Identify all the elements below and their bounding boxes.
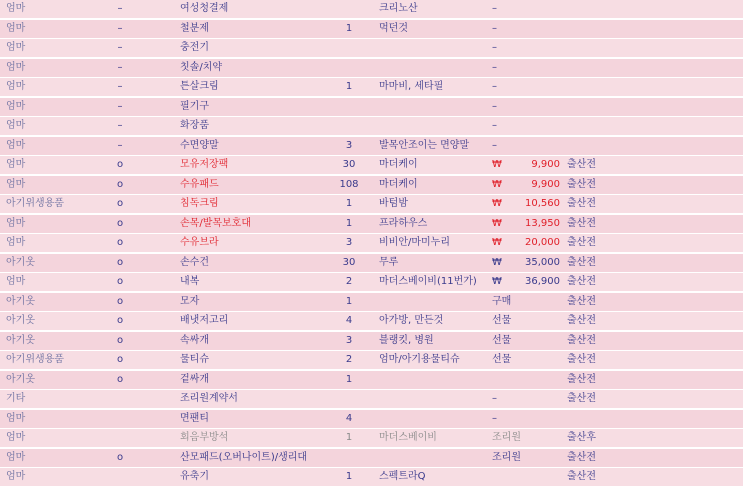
currency-cell: 구매 <box>492 296 512 307</box>
category-cell: 엄마 <box>6 276 26 287</box>
brand-cell: 마더케이 <box>379 159 418 170</box>
status-mark-cell: o <box>116 452 124 463</box>
category-cell: 엄마 <box>6 81 26 92</box>
brand-cell: 마더스베이비 <box>379 432 437 443</box>
currency-cell: ₩ <box>492 237 502 248</box>
category-cell: 엄마 <box>6 140 26 151</box>
status-mark-cell: o <box>116 276 124 287</box>
quantity-cell: 3 <box>345 237 353 248</box>
brand-cell: 블랭킷, 병원 <box>379 335 434 346</box>
price-cell: 36,900 <box>525 276 560 287</box>
category-cell: 아기옷 <box>6 257 35 268</box>
item-name-cell: 겉싸개 <box>180 374 209 385</box>
currency-cell: – <box>492 81 497 92</box>
status-mark-cell: o <box>116 179 124 190</box>
timing-cell: 출산전 <box>567 159 596 170</box>
timing-cell: 출산전 <box>567 374 596 385</box>
timing-cell: 출산전 <box>567 257 596 268</box>
currency-cell: ₩ <box>492 276 502 287</box>
table-row[interactable] <box>0 20 743 39</box>
table-row[interactable] <box>0 468 743 487</box>
quantity-cell: 2 <box>345 354 353 365</box>
currency-cell: – <box>492 393 497 404</box>
quantity-cell: 1 <box>345 471 353 482</box>
currency-cell: – <box>492 42 497 53</box>
quantity-cell: 1 <box>345 374 353 385</box>
currency-cell: ₩ <box>492 179 502 190</box>
price-cell: 13,950 <box>525 218 560 229</box>
table-row[interactable] <box>0 371 743 390</box>
status-mark-cell: – <box>117 62 123 73</box>
table-row[interactable] <box>0 0 743 19</box>
currency-cell: ₩ <box>492 159 502 170</box>
quantity-cell: 1 <box>345 198 353 209</box>
category-cell: 엄마 <box>6 42 26 53</box>
category-cell: 아기위생용품 <box>6 354 64 365</box>
brand-cell: 마더스베이비(11번가) <box>379 276 477 287</box>
item-name-cell: 화장품 <box>180 120 209 131</box>
currency-cell: – <box>492 140 497 151</box>
brand-cell: 무루 <box>379 257 399 268</box>
table-row[interactable] <box>0 429 743 448</box>
brand-cell: 마더케이 <box>379 179 418 190</box>
category-cell: 엄마 <box>6 413 26 424</box>
price-cell: 35,000 <box>525 257 560 268</box>
timing-cell: 출산전 <box>567 315 596 326</box>
category-cell: 엄마 <box>6 452 26 463</box>
category-cell: 엄마 <box>6 432 26 443</box>
quantity-cell: 30 <box>342 159 356 170</box>
timing-cell: 출산전 <box>567 179 596 190</box>
quantity-cell: 4 <box>345 413 353 424</box>
timing-cell: 출산전 <box>567 335 596 346</box>
quantity-cell: 1 <box>345 218 353 229</box>
status-mark-cell: – <box>117 120 123 131</box>
category-cell: 아기옷 <box>6 374 35 385</box>
category-cell: 엄마 <box>6 3 26 14</box>
category-cell: 엄마 <box>6 23 26 34</box>
currency-cell: – <box>492 62 497 73</box>
category-cell: 아기옷 <box>6 315 35 326</box>
table-row[interactable] <box>0 254 743 273</box>
status-mark-cell: o <box>116 354 124 365</box>
status-mark-cell: o <box>116 335 124 346</box>
category-cell: 엄마 <box>6 218 26 229</box>
currency-cell: 선물 <box>492 354 512 365</box>
timing-cell: 출산전 <box>567 393 596 404</box>
brand-cell: 아가방, 만든것 <box>379 315 444 326</box>
table-row[interactable] <box>0 117 743 136</box>
category-cell: 아기옷 <box>6 335 35 346</box>
category-cell: 엄마 <box>6 101 26 112</box>
status-mark-cell: o <box>116 218 124 229</box>
table-row[interactable] <box>0 234 743 253</box>
status-mark-cell: – <box>117 81 123 92</box>
timing-cell: 출산전 <box>567 354 596 365</box>
category-cell: 아기위생용품 <box>6 198 64 209</box>
item-name-cell: 철분제 <box>180 23 209 34</box>
timing-cell: 출산전 <box>567 198 596 209</box>
item-name-cell: 필기구 <box>180 101 209 112</box>
table-row[interactable] <box>0 195 743 214</box>
status-mark-cell: o <box>116 374 124 385</box>
quantity-cell: 3 <box>345 140 353 151</box>
quantity-cell: 108 <box>339 179 359 190</box>
status-mark-cell: o <box>116 237 124 248</box>
table-row[interactable] <box>0 215 743 234</box>
timing-cell: 출산전 <box>567 237 596 248</box>
timing-cell: 출산후 <box>567 432 596 443</box>
currency-cell: – <box>492 120 497 131</box>
table-row[interactable] <box>0 156 743 175</box>
brand-cell: 먹던것 <box>379 23 408 34</box>
category-cell: 엄마 <box>6 159 26 170</box>
item-name-cell: 손수건 <box>180 257 209 268</box>
quantity-cell: 3 <box>345 335 353 346</box>
brand-cell: 스펙트라Q <box>379 471 426 482</box>
table-row[interactable] <box>0 410 743 429</box>
currency-cell: – <box>492 3 497 14</box>
item-name-cell: 칫솔/치약 <box>180 62 223 73</box>
table-row[interactable] <box>0 293 743 312</box>
status-mark-cell: – <box>117 23 123 34</box>
currency-cell: ₩ <box>492 198 502 209</box>
table-row[interactable] <box>0 273 743 292</box>
timing-cell: 출산전 <box>567 471 596 482</box>
category-cell: 기타 <box>6 393 26 404</box>
item-name-cell: 조리원계약서 <box>180 393 238 404</box>
item-name-cell: 배냇저고리 <box>180 315 229 326</box>
status-mark-cell: – <box>117 140 123 151</box>
status-mark-cell: o <box>116 296 124 307</box>
item-name-cell: 회음부방석 <box>180 432 229 443</box>
currency-cell: – <box>492 413 497 424</box>
table-row[interactable] <box>0 332 743 351</box>
table-row[interactable] <box>0 137 743 156</box>
category-cell: 아기옷 <box>6 296 35 307</box>
item-name-cell: 내복 <box>180 276 200 287</box>
brand-cell: 크리노산 <box>379 3 418 14</box>
category-cell: 엄마 <box>6 179 26 190</box>
item-name-cell: 모자 <box>180 296 200 307</box>
item-name-cell: 충전기 <box>180 42 209 53</box>
item-name-cell: 모유저장팩 <box>180 159 229 170</box>
table-row[interactable] <box>0 39 743 58</box>
brand-cell: 마마비, 세타필 <box>379 81 444 92</box>
price-cell: 20,000 <box>525 237 560 248</box>
category-cell: 엄마 <box>6 237 26 248</box>
brand-cell: 바텀밤 <box>379 198 408 209</box>
currency-cell: 조리원 <box>492 432 521 443</box>
table-row[interactable] <box>0 390 743 409</box>
item-name-cell: 튼살크림 <box>180 81 219 92</box>
item-name-cell: 속싸개 <box>180 335 209 346</box>
quantity-cell: 1 <box>345 296 353 307</box>
item-name-cell: 손목/발목보호대 <box>180 218 251 229</box>
item-name-cell: 산모패드(오버나이트)/생리대 <box>180 452 308 463</box>
status-mark-cell: o <box>116 315 124 326</box>
quantity-cell: 2 <box>345 276 353 287</box>
status-mark-cell: o <box>116 257 124 268</box>
category-cell: 엄마 <box>6 120 26 131</box>
quantity-cell: 30 <box>342 257 356 268</box>
status-mark-cell: – <box>117 42 123 53</box>
category-cell: 엄마 <box>6 471 26 482</box>
currency-cell: 선물 <box>492 315 512 326</box>
item-name-cell: 수면양말 <box>180 140 219 151</box>
timing-cell: 출산전 <box>567 452 596 463</box>
timing-cell: 출산전 <box>567 296 596 307</box>
quantity-cell: 4 <box>345 315 353 326</box>
price-cell: 10,560 <box>525 198 560 209</box>
brand-cell: 비비안/마미누리 <box>379 237 450 248</box>
item-name-cell: 수유브라 <box>180 237 219 248</box>
table-row[interactable] <box>0 78 743 97</box>
table-row[interactable] <box>0 176 743 195</box>
timing-cell: 출산전 <box>567 276 596 287</box>
currency-cell: – <box>492 101 497 112</box>
table-row[interactable] <box>0 98 743 117</box>
currency-cell: 조리원 <box>492 452 521 463</box>
status-mark-cell: o <box>116 159 124 170</box>
currency-cell: ₩ <box>492 218 502 229</box>
table-row[interactable] <box>0 312 743 331</box>
status-mark-cell: – <box>117 3 123 14</box>
brand-cell: 프라하우스 <box>379 218 428 229</box>
table-row[interactable] <box>0 351 743 370</box>
quantity-cell: 1 <box>345 81 353 92</box>
table-row[interactable] <box>0 449 743 468</box>
brand-cell: 발목안조이는 면양말 <box>379 140 470 151</box>
table-row[interactable] <box>0 59 743 78</box>
quantity-cell: 1 <box>345 23 353 34</box>
status-mark-cell: o <box>116 198 124 209</box>
item-name-cell: 물티슈 <box>180 354 209 365</box>
timing-cell: 출산전 <box>567 218 596 229</box>
brand-cell: 엄마/아기용물티슈 <box>379 354 460 365</box>
item-name-cell: 유축기 <box>180 471 209 482</box>
category-cell: 엄마 <box>6 62 26 73</box>
item-name-cell: 수유패드 <box>180 179 219 190</box>
price-cell: 9,900 <box>531 159 560 170</box>
item-name-cell: 면팬티 <box>180 413 209 424</box>
price-cell: 9,900 <box>531 179 560 190</box>
item-name-cell: 여성청결제 <box>180 3 229 14</box>
status-mark-cell: – <box>117 101 123 112</box>
currency-cell: ₩ <box>492 257 502 268</box>
currency-cell: – <box>492 23 497 34</box>
quantity-cell: 1 <box>345 432 353 443</box>
currency-cell: 선물 <box>492 335 512 346</box>
item-name-cell: 침독크림 <box>180 198 219 209</box>
